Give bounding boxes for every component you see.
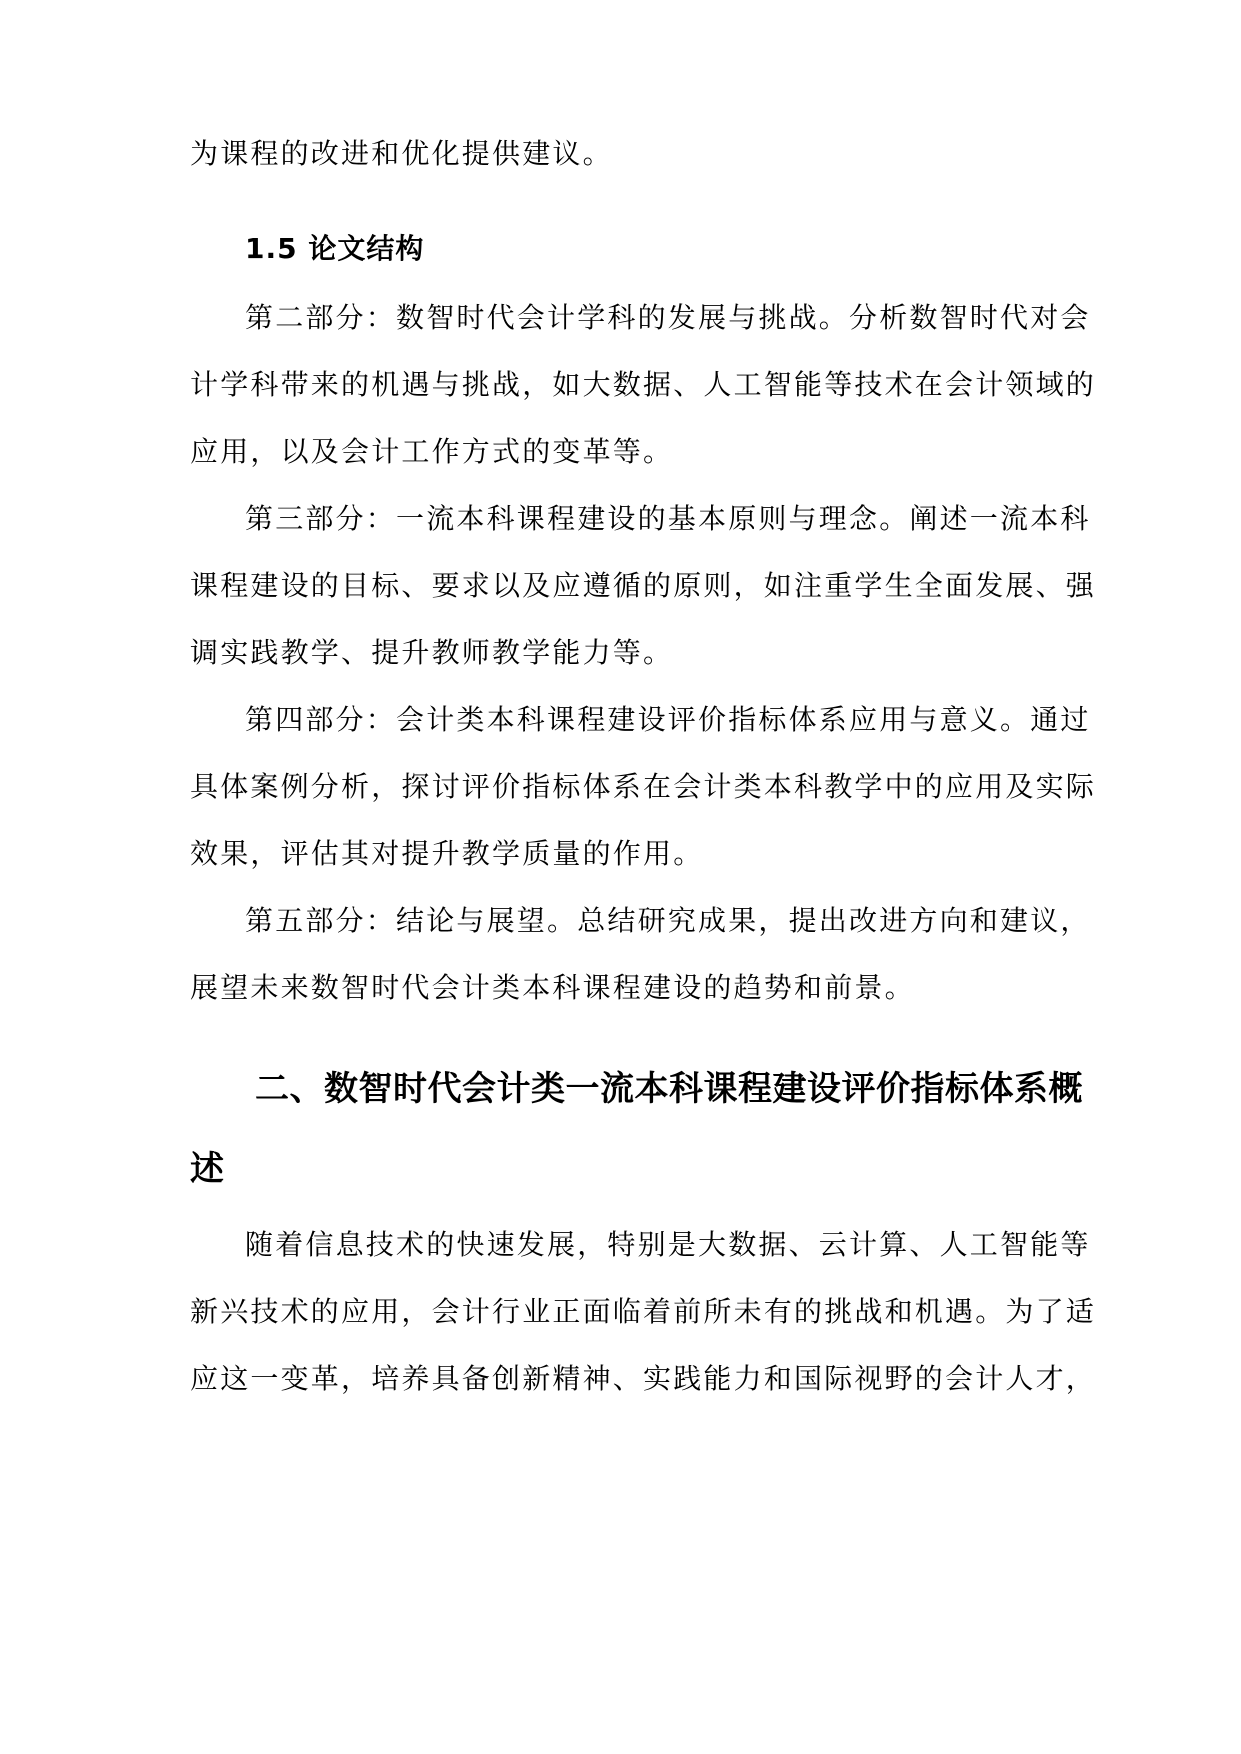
part5-line-2: 展望未来数智时代会计类本科课程建设的趋势和前景。 xyxy=(190,971,915,1004)
part4-line-1: 第四部分：会计类本科课程建设评价指标体系应用与意义。通过 xyxy=(245,703,1091,736)
chapter-2-heading-line-1: 二、数智时代会计类一流本科课程建设评价指标体系概 xyxy=(255,1069,1083,1109)
part3-line-2: 课程建设的目标、要求以及应遵循的原则，如注重学生全面发展、强 xyxy=(190,569,1097,602)
part2-line-3: 应用，以及会计工作方式的变革等。 xyxy=(190,435,674,468)
chapter2-intro-line-1: 随着信息技术的快速发展，特别是大数据、云计算、人工智能等 xyxy=(245,1228,1091,1261)
part5-line-1: 第五部分：结论与展望。总结研究成果，提出改进方向和建议， xyxy=(245,904,1091,937)
part2-line-1: 第二部分：数智时代会计学科的发展与挑战。分析数智时代对会 xyxy=(245,301,1091,334)
paragraph-line: 为课程的改进和优化提供建议。 xyxy=(190,137,613,170)
chapter2-intro-line-3: 应这一变革，培养具备创新精神、实践能力和国际视野的会计人才， xyxy=(190,1362,1097,1395)
part2-line-2: 计学科带来的机遇与挑战，如大数据、人工智能等技术在会计领域的 xyxy=(190,368,1097,401)
part3-line-3: 调实践教学、提升教师教学能力等。 xyxy=(190,636,674,669)
section-heading-1-5: 1.5 论文结构 xyxy=(245,232,425,265)
part4-line-3: 效果，评估其对提升教学质量的作用。 xyxy=(190,837,704,870)
part4-line-2: 具体案例分析，探讨评价指标体系在会计类本科教学中的应用及实际 xyxy=(190,770,1097,803)
part3-line-1: 第三部分：一流本科课程建设的基本原则与理念。阐述一流本科 xyxy=(245,502,1091,535)
chapter-2-heading-line-2: 述 xyxy=(190,1149,225,1189)
chapter2-intro-line-2: 新兴技术的应用，会计行业正面临着前所未有的挑战和机遇。为了适 xyxy=(190,1295,1097,1328)
